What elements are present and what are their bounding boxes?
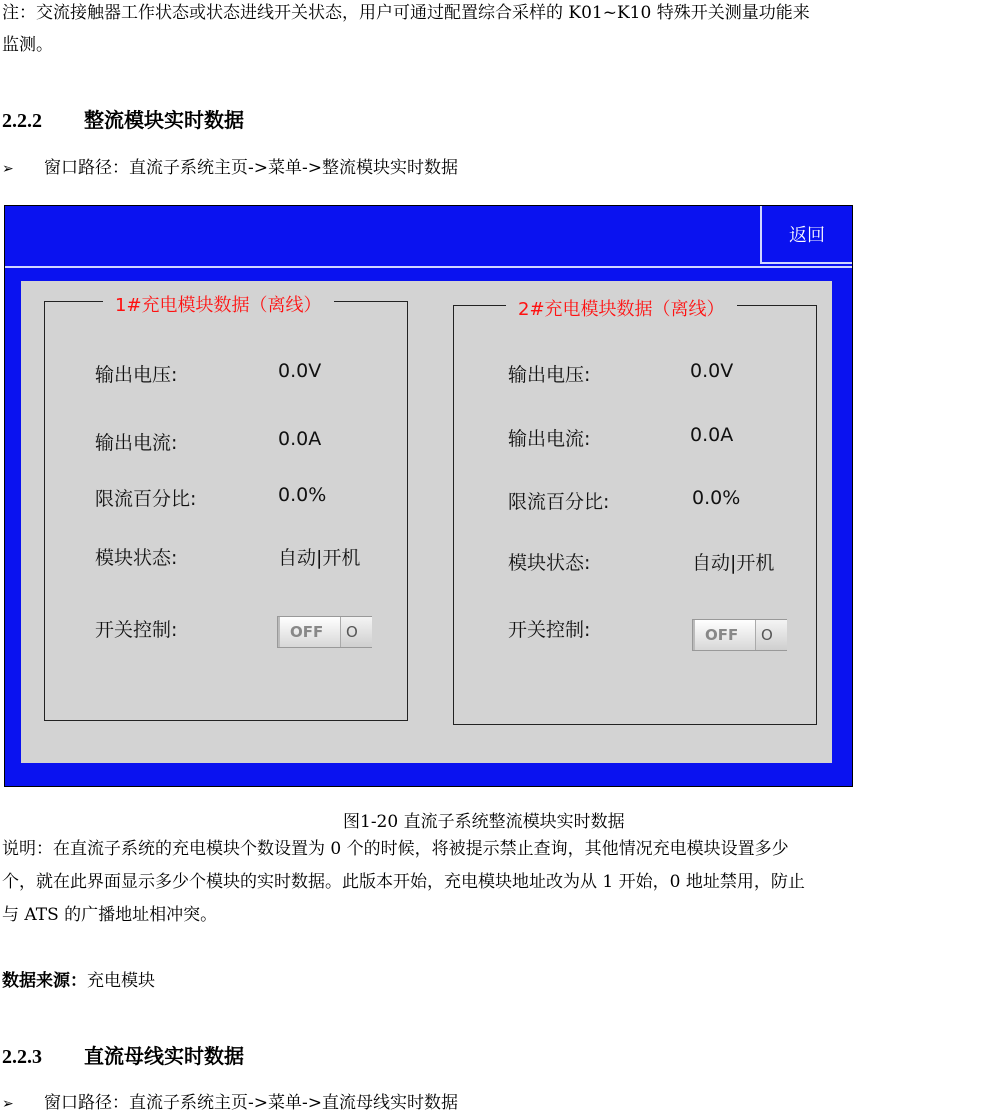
section-title: 直流母线实时数据 — [84, 1044, 244, 1068]
module-1-voltage-label: 输出电压: — [95, 364, 178, 386]
module-2-voltage-value: 0.0V — [690, 360, 734, 382]
module-2-title: 2#充电模块数据（离线） — [506, 295, 737, 321]
section-title: 整流模块实时数据 — [84, 108, 244, 132]
module-2-switch-toggle[interactable] — [692, 619, 787, 653]
note-line-2: 监测。 — [2, 35, 53, 55]
module-panel — [21, 281, 832, 763]
module-2-state-label: 模块状态: — [508, 552, 591, 574]
section-number: 2.2.3 — [2, 1046, 42, 1068]
window-path-text: 窗口路径：直流子系统主页->菜单->整流模块实时数据 — [44, 158, 458, 178]
window-path-2 — [2, 1088, 458, 1113]
module-1-current-label: 输出电流: — [95, 432, 178, 454]
module-1-switch-label: 开关控制: — [95, 619, 178, 641]
description-line-3: 与 ATS 的广播地址相冲突。 — [2, 905, 218, 925]
module-1-voltage-value: 0.0V — [278, 360, 322, 382]
note-line-1: 注：交流接触器工作状态或状态进线开关状态，用户可通过配置综合采样的 K01~K10 特殊开关测量功能来 — [2, 3, 810, 23]
module-2-switch-label: 开关控制: — [508, 619, 591, 641]
toggle-track — [692, 619, 787, 651]
toggle-on-label: O — [761, 626, 773, 644]
module-1-limit-label: 限流百分比: — [95, 488, 197, 510]
figure-caption: 图1-20 直流子系统整流模块实时数据 — [343, 812, 625, 832]
toggle-track — [277, 616, 372, 648]
module-1-limit-value: 0.0% — [278, 484, 327, 506]
module-2-state-value: 自动|开机 — [692, 552, 775, 574]
section-number: 2.2.2 — [2, 110, 42, 132]
window-path-text: 窗口路径：直流子系统主页->菜单->直流母线实时数据 — [44, 1093, 458, 1113]
toggle-off-label: OFF — [290, 623, 324, 641]
window-path-1 — [2, 153, 458, 178]
module-2-limit-value: 0.0% — [692, 487, 741, 509]
module-1-state-value: 自动|开机 — [278, 547, 361, 569]
top-bar — [5, 206, 852, 268]
data-source — [2, 968, 155, 994]
device-screen — [4, 205, 853, 787]
module-1-current-value: 0.0A — [278, 428, 322, 450]
toggle-off-label: OFF — [705, 626, 739, 644]
module-2-current-value: 0.0A — [690, 424, 734, 446]
module-2-limit-label: 限流百分比: — [508, 491, 610, 513]
module-1-title: 1#充电模块数据（离线） — [103, 291, 334, 317]
toggle-on-label: O — [346, 623, 358, 641]
section-heading-2-2-3 — [2, 1040, 244, 1069]
bullet-arrow-icon: ➢ — [2, 1096, 14, 1112]
module-2-current-label: 输出电流: — [508, 428, 591, 450]
description-line-1: 说明：在直流子系统的充电模块个数设置为 0 个的时候，将被提示禁止查询，其他情况充电模块设置多少 — [2, 839, 789, 859]
data-source-value: 充电模块 — [87, 971, 155, 991]
module-2-voltage-label: 输出电压: — [508, 364, 591, 386]
module-1-switch-toggle[interactable] — [277, 616, 372, 650]
module-1-state-label: 模块状态: — [95, 547, 178, 569]
data-source-label: 数据来源： — [2, 971, 87, 991]
description-line-2: 个，就在此界面显示多少个模块的实时数据。此版本开始，充电模块地址改为从 1 开始，0 地址禁用，防止 — [2, 872, 805, 892]
back-button[interactable]: 返回 — [760, 206, 852, 264]
section-heading-2-2-2 — [2, 104, 244, 133]
bullet-arrow-icon: ➢ — [2, 161, 14, 177]
